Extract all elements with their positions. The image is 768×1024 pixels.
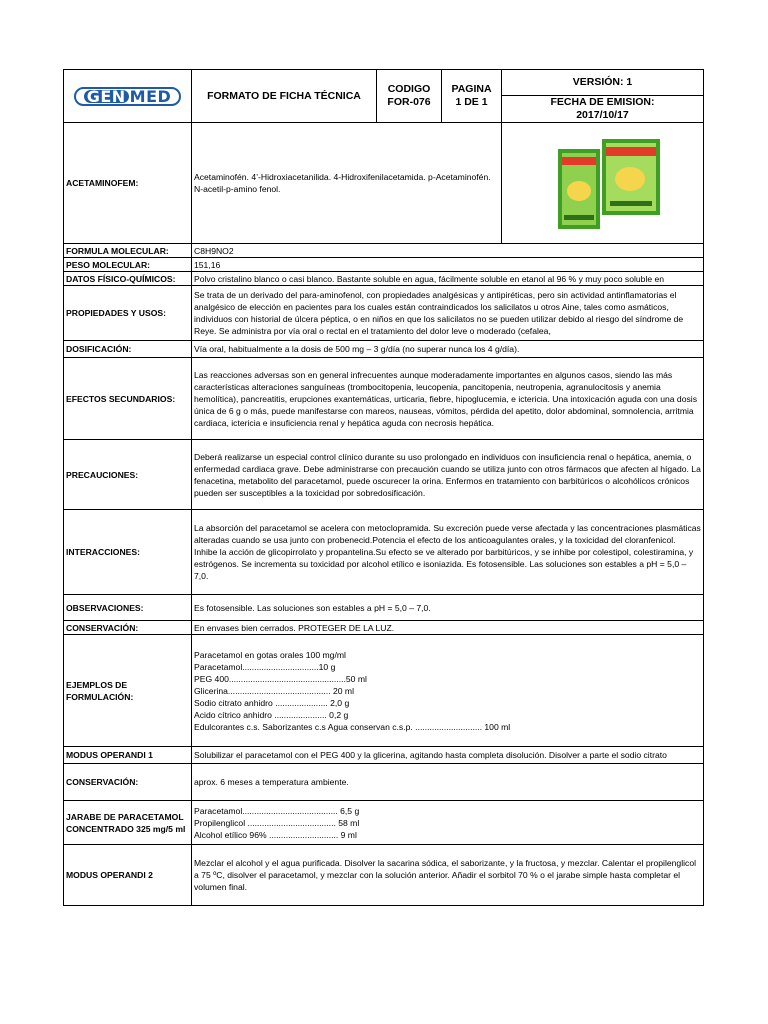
formulation-line: Paracetamol................................10 g bbox=[194, 661, 336, 672]
title-cell: FORMATO DE FICHA TÉCNICA bbox=[192, 70, 377, 123]
row-value: Solubilizar el paracetamol con el PEG 400 y la glicerina, agitando hasta completa disolución. Disolver a parte el sodio citrato bbox=[192, 747, 704, 764]
row-value: Es fotosensible. Las soluciones son estables a pH = 5,0 – 7,0. bbox=[192, 595, 704, 621]
row-conservacion bbox=[64, 621, 704, 635]
row-acetaminofem bbox=[64, 123, 704, 244]
row-value: Se trata de un derivado del para-aminofenol, con propiedades analgésicas y antipiréticas, pero sin actividad antinflamatorias el analgésico de elección en pacientes para los cuales están contraindicados los salicilatos u otros Aine, tales como asmáticos, individuos con historial de úlcera péptica, o en niños en que los salicilatos no se pueden utilizar debido al riesgo del síndrome de Reye. Se administra por vía oral o rectal en el tratamiento del dolor leve o moderado (cefalea, bbox=[192, 286, 704, 341]
row-label: MODUS OPERANDI 1 bbox=[64, 747, 192, 764]
code-value: FOR-076 bbox=[387, 96, 431, 108]
row-precauciones bbox=[64, 440, 704, 510]
product-box-image bbox=[552, 135, 672, 233]
row-dosificacion bbox=[64, 341, 704, 358]
row-label: EJEMPLOS DE FORMULACIÓN: bbox=[64, 635, 192, 747]
page-value: 1 DE 1 bbox=[455, 96, 488, 108]
row-value: C8H9NO2 bbox=[192, 244, 704, 258]
genmed-logo: GEN MED bbox=[74, 87, 182, 106]
emission-label: FECHA DE EMISION: bbox=[550, 96, 655, 108]
formulation-list bbox=[192, 635, 704, 747]
row-label: MODUS OPERANDI 2 bbox=[64, 845, 192, 906]
page-label: PAGINA bbox=[451, 83, 492, 95]
version-cell: VERSIÓN: 1 bbox=[502, 70, 704, 96]
row-modus-2 bbox=[64, 845, 704, 906]
row-value: Vía oral, habitualmente a la dosis de 500 mg – 3 g/día (no superar nunca los 4 g/día). bbox=[192, 341, 704, 358]
logo-cell bbox=[64, 70, 192, 123]
row-label: EFECTOS SECUNDARIOS: bbox=[64, 358, 192, 440]
row-label: INTERACCIONES: bbox=[64, 510, 192, 595]
row-label: PRECAUCIONES: bbox=[64, 440, 192, 510]
row-peso bbox=[64, 258, 704, 272]
row-conservacion-2 bbox=[64, 764, 704, 801]
row-label: DOSIFICACIÓN: bbox=[64, 341, 192, 358]
technical-sheet bbox=[63, 69, 703, 906]
row-value: 151,16 bbox=[192, 258, 704, 272]
formulation-line: PEG 400.................................................50 ml bbox=[194, 673, 367, 684]
code-cell bbox=[377, 70, 442, 123]
row-datos bbox=[64, 272, 704, 286]
formulation-line: Acido cítrico anhidro ...................... 0,2 g bbox=[194, 709, 349, 720]
product-image-cell bbox=[502, 123, 704, 244]
row-label: PESO MOLECULAR: bbox=[64, 258, 192, 272]
row-jarabe bbox=[64, 801, 704, 845]
row-value: aprox. 6 meses a temperatura ambiente. bbox=[192, 764, 704, 801]
formulation-line: Glicerina........................................... 20 ml bbox=[194, 685, 354, 696]
row-value: Deberá realizarse un especial control clínico durante su uso prolongado en individuos con insuficiencia renal o hepática, anemia, o enfermedad cardiaca grave. Debe administrarse con precaución cuando se utiliza junto con otros fármacos que afecten al hígado. La fenacetina, metabolito del paracetamol, puede oscurecer la orina. Enfermos en tratamiento con barbitúricos o alcohólicos crónicos pueden ser susceptibles a la toxicidad por sobredosificación. bbox=[192, 440, 704, 510]
formulation-line: Edulcorantes c.s. Saborizantes c.s Agua conservan c.s.p. ............................ 100 ml bbox=[194, 721, 511, 732]
row-ejemplos bbox=[64, 635, 704, 747]
row-value: Mezclar el alcohol y el agua purificada. Disolver la sacarina sódica, el saborizante, y la fructosa, y mezclar. Calentar el propilenglicol a 75 ºC, disolver el paracetamol, y mezclar con la solución anterior. Añadir el sorbitol 70 % o el jarabe simple hasta completar el volumen final. bbox=[192, 845, 704, 906]
row-observaciones bbox=[64, 595, 704, 621]
row-value: Las reacciones adversas son en general infrecuentes aunque moderadamente importantes en algunos casos, siendo las más características alteraciones sanguíneas (trombocitopenia, leucopenia, pancitopenia, neutropenia, agranulocitosis y anemia hemolítica), pancreatitis, erupciones exantemáticas, urticaria, fiebre, hipoglucemia, e ictericia. Una intoxicación aguda con una dosis única de 6 g o más, puede manifestarse con mareos, nauseas, vómitos, pérdida del apetito, dolor abdominal, somnolencia, arritmia cardiaca, ictericia e insuficiencia renal y hepática aguda con necrosis hepática. bbox=[192, 358, 704, 440]
emission-date: 2017/10/17 bbox=[576, 109, 629, 121]
syrup-line: Alcohol etílico 96% ............................. 9 ml bbox=[194, 829, 357, 840]
row-label: CONSERVACIÓN: bbox=[64, 621, 192, 635]
syrup-line: Propilenglicol ..................................... 58 ml bbox=[194, 817, 360, 828]
row-label: FORMULA MOLECULAR: bbox=[64, 244, 192, 258]
row-label: ACETAMINOFEM: bbox=[64, 123, 192, 244]
row-label: DATOS FÍSICO-QUÍMICOS: bbox=[64, 272, 192, 286]
syrup-list bbox=[192, 801, 704, 845]
row-label: PROPIEDADES Y USOS: bbox=[64, 286, 192, 341]
row-value: En envases bien cerrados. PROTEGER DE LA LUZ. bbox=[192, 621, 704, 635]
row-value: Acetaminofén. 4’-Hidroxiacetanilida. 4-Hidroxifenilacetamida. p-Acetaminofén. N-acetil-p-amino fenol. bbox=[192, 123, 502, 244]
formulation-line: Paracetamol en gotas orales 100 mg/ml bbox=[194, 649, 346, 660]
syrup-line: Paracetamol........................................ 6,5 g bbox=[194, 805, 360, 816]
row-formula bbox=[64, 244, 704, 258]
header-row-top bbox=[64, 70, 704, 96]
row-efectos bbox=[64, 358, 704, 440]
sheet-table bbox=[63, 69, 704, 906]
emission-cell bbox=[502, 96, 704, 123]
row-interacciones bbox=[64, 510, 704, 595]
code-label: CODIGO bbox=[387, 83, 431, 95]
row-label: JARABE DE PARACETAMOL CONCENTRADO 325 mg/5 ml bbox=[64, 801, 192, 845]
row-label: OBSERVACIONES: bbox=[64, 595, 192, 621]
row-value: La absorción del paracetamol se acelera con metoclopramida. Su excreción puede verse afectada y las concentraciones plasmáticas alteradas cuando se usa junto con probenecid.Potencia el efecto de los anticoagulantes orales, y la toxicidad del cloranfenicol. Inhibe la acción de glicopirrolato y propantelina.Su efecto se ve alterado por barbitúricos, y se inhibe por colestipol, colestiramina, y estrógenos. Se incrementa su toxicidad por alcohol etílico e isoniazida. Es fotosensible. Las soluciones son estables a pH = 5,0 – 7,0. bbox=[192, 510, 704, 595]
row-label: CONSERVACIÓN: bbox=[64, 764, 192, 801]
formulation-line: Sodio citrato anhidro ...................... 2,0 g bbox=[194, 697, 350, 708]
row-value: Polvo cristalino blanco o casi blanco. Bastante soluble en agua, fácilmente soluble en etanol al 96 % y muy poco soluble en bbox=[192, 272, 704, 286]
page-cell bbox=[442, 70, 502, 123]
row-propiedades bbox=[64, 286, 704, 341]
row-modus-1 bbox=[64, 747, 704, 764]
